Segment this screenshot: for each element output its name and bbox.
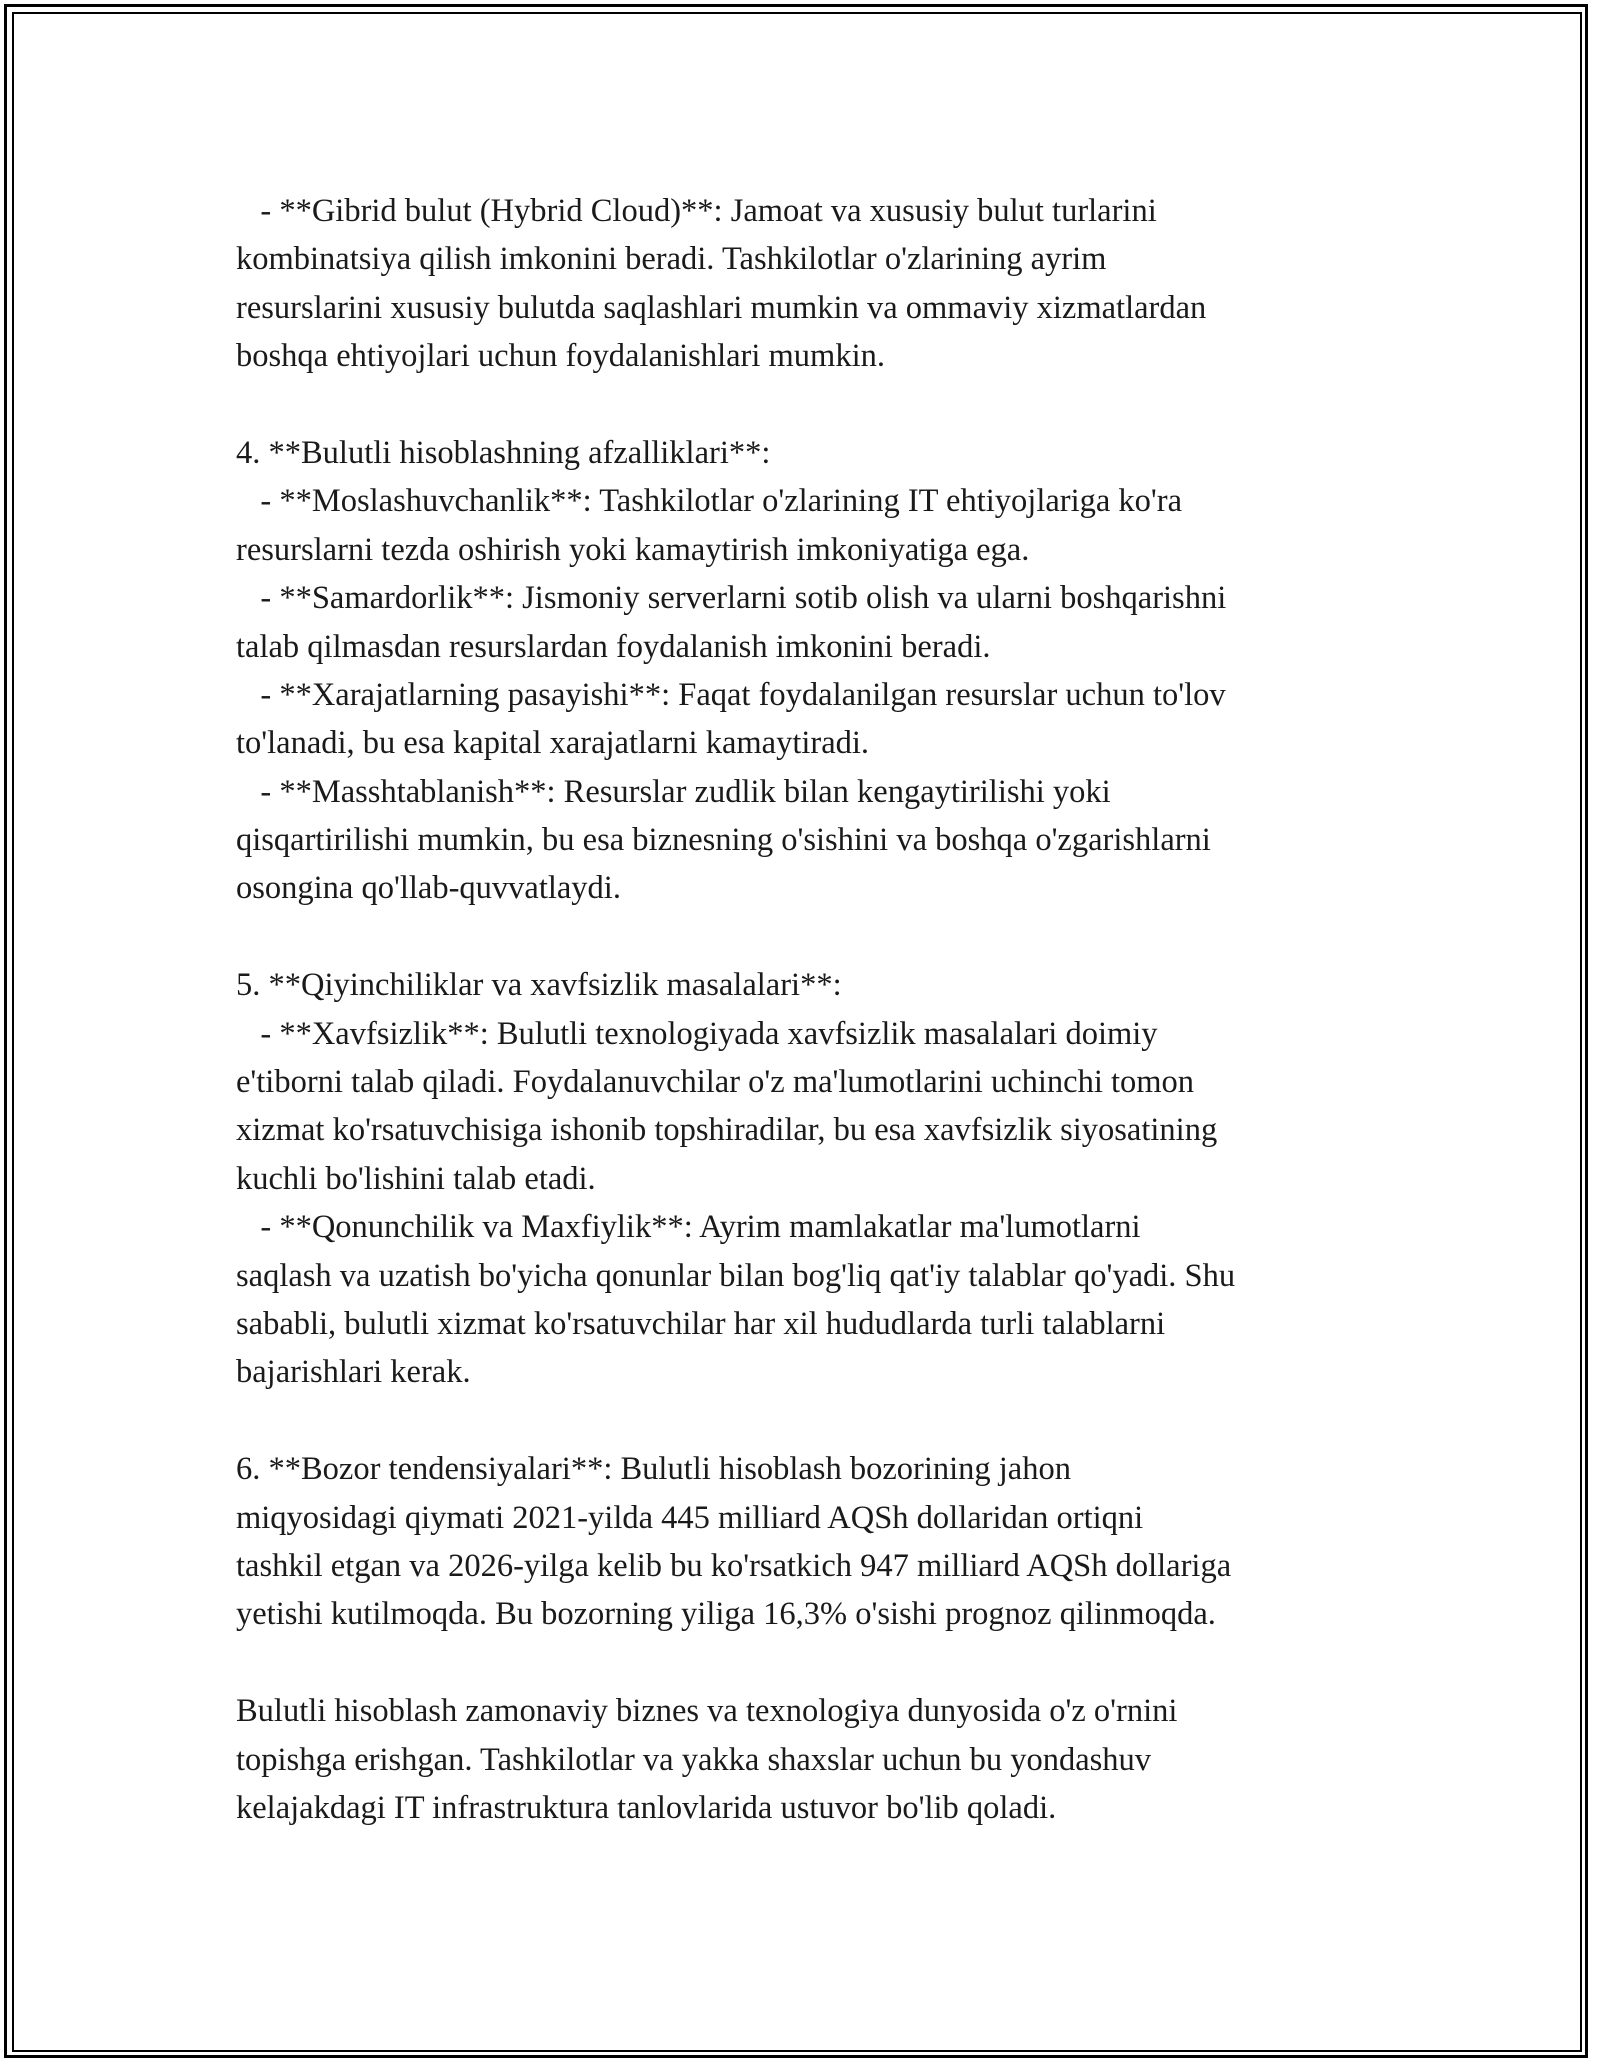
text-line: resurslarni tezda oshirish yoki kamaytirish imkoniyatiga ega. (236, 531, 1030, 568)
text-line: Bulutli hisoblash zamonaviy biznes va texnologiya dunyosida o'z o'rnini (236, 1693, 1178, 1730)
text-line: osongina qo'llab-quvvatlaydi. (236, 870, 621, 907)
text-line: - **Gibrid bulut (Hybrid Cloud)**: Jamoat va xususiy bulut turlarini (236, 193, 1157, 229)
text-line: to'lanadi, bu esa kapital xarajatlarni kamaytiradi. (236, 725, 870, 762)
text-line: yetishi kutilmoqda. Bu bozorning yiliga 16,3% o'sishi prognoz qilinmoqda. (236, 1596, 1216, 1633)
text-line: resurslarini xususiy bulutda saqlashlari mumkin va ommaviy xizmatlardan (236, 289, 1207, 326)
text-line: kuchli bo'lishini talab etadi. (236, 1160, 596, 1197)
text-line: miqyosidagi qiymati 2021-yilda 445 milliard AQSh dollaridan ortiqni (236, 1499, 1144, 1536)
section-market-trends (236, 1445, 1366, 1639)
text-line: - **Samardorlik**: Jismoniy serverlarni sotib olish va ularni boshqarishni (236, 580, 1227, 617)
section-advantages (236, 429, 1366, 913)
text-line: saqlash va uzatish bo'yicha qonunlar bilan bog'liq qat'iy talablar qo'yadi. Shu (236, 1257, 1236, 1294)
text-line: boshqa ehtiyojlari uchun foydalanishlari mumkin. (236, 338, 885, 375)
section-conclusion (236, 1687, 1366, 1832)
section-challenges (236, 961, 1366, 1397)
section-hybrid-cloud (236, 187, 1366, 381)
section-heading: 5. **Qiyinchiliklar va xavfsizlik masalalari**: (236, 967, 842, 1004)
paragraph-gap (236, 381, 1366, 429)
text-line: - **Masshtablanish**: Resurslar zudlik bilan kengaytirilishi yoki (236, 773, 1111, 810)
section-heading: 6. **Bozor tendensiyalari**: Bulutli hisoblash bozorining jahon (236, 1451, 1071, 1488)
document-body (236, 187, 1366, 1832)
text-line: - **Moslashuvchanlik**: Tashkilotlar o'zlarining IT ehtiyojlariga ko'ra (236, 483, 1183, 520)
text-line: tashkil etgan va 2026-yilga kelib bu ko'rsatkich 947 milliard AQSh dollariga (236, 1547, 1232, 1584)
paragraph-gap (236, 1397, 1366, 1445)
text-line: bajarishlari kerak. (236, 1354, 471, 1391)
text-line: talab qilmasdan resurslardan foydalanish imkonini beradi. (236, 628, 991, 665)
text-line: - **Qonunchilik va Maxfiylik**: Ayrim mamlakatlar ma'lumotlarni (236, 1209, 1141, 1246)
text-line: qisqartirilishi mumkin, bu esa biznesning o'sishini va boshqa o'zgarishlarni (236, 822, 1211, 859)
text-line: kelajakdagi IT infrastruktura tanlovlarida ustuvor bo'lib qoladi. (236, 1789, 1057, 1826)
text-line: sababli, bulutli xizmat ko'rsatuvchilar har xil hududlarda turli talablarni (236, 1305, 1166, 1342)
text-line: xizmat ko'rsatuvchisiga ishonib topshiradilar, bu esa xavfsizlik siyosatining (236, 1112, 1218, 1149)
paragraph-gap (236, 913, 1366, 961)
text-line: kombinatsiya qilish imkonini beradi. Tashkilotlar o'zlarining ayrim (236, 241, 1107, 278)
text-line: - **Xarajatlarning pasayishi**: Faqat foydalanilgan resurslar uchun to'lov (236, 676, 1226, 713)
text-line: e'tiborni talab qiladi. Foydalanuvchilar o'z ma'lumotlarini uchinchi tomon (236, 1064, 1195, 1101)
section-heading: 4. **Bulutli hisoblashning afzalliklari**: (236, 434, 771, 471)
text-line: topishga erishgan. Tashkilotlar va yakka shaxslar uchun bu yondashuv (236, 1741, 1152, 1778)
paragraph-gap (236, 1639, 1366, 1687)
text-line: - **Xavfsizlik**: Bulutli texnologiyada xavfsizlik masalalari doimiy (236, 1015, 1158, 1052)
